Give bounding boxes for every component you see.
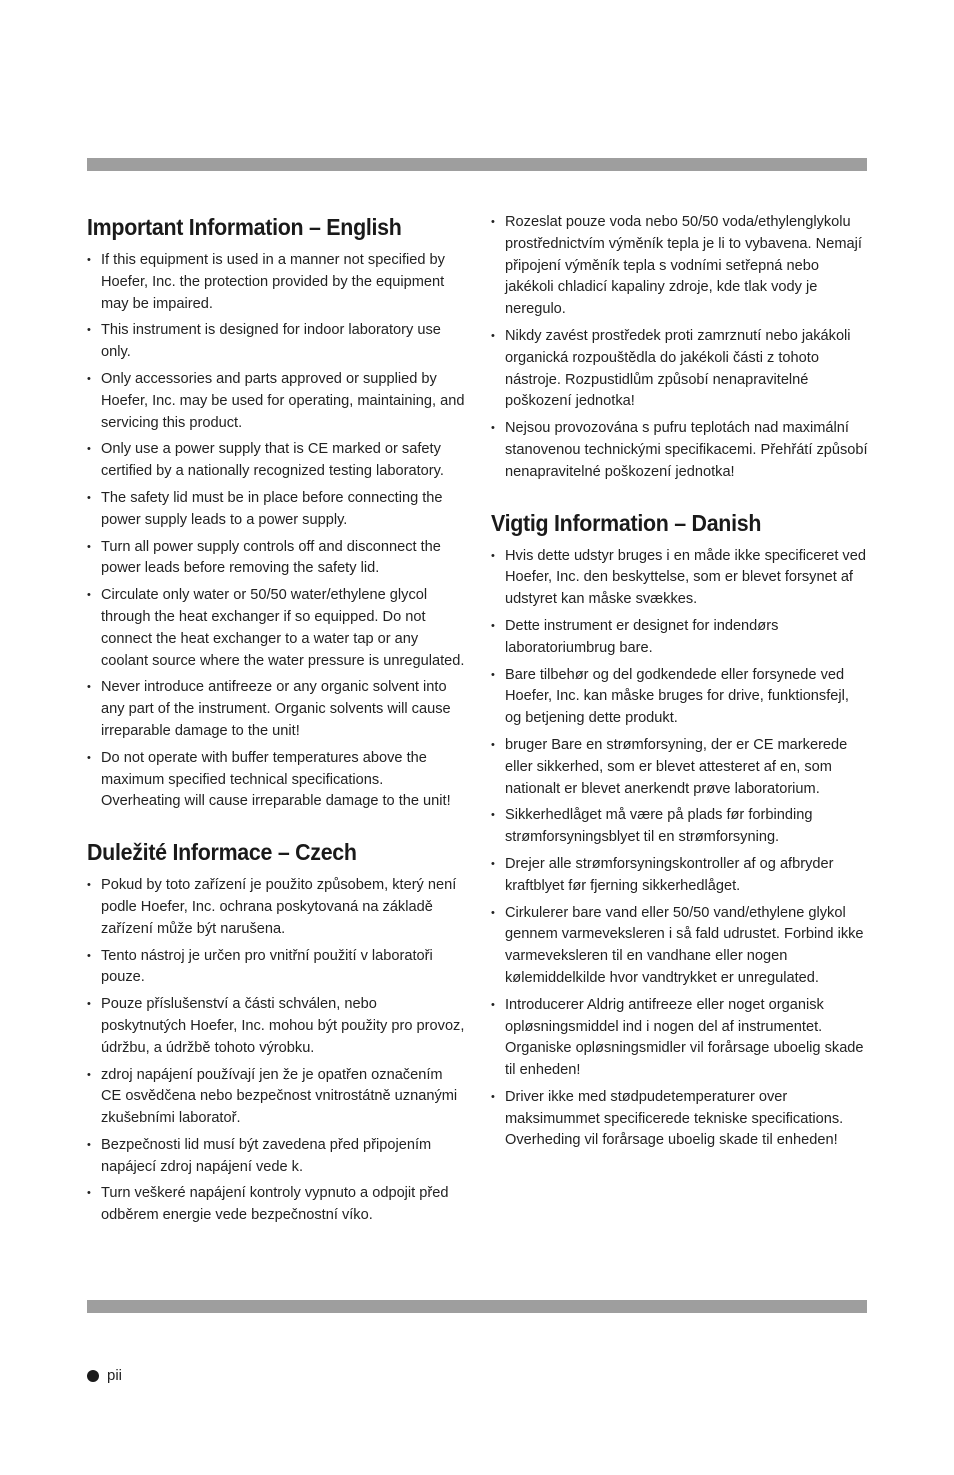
list-item: • Hvis dette udstyr bruges i en måde ikke specificeret ved Hoefer, Inc. den beskyttelse, som er blevet forsynet af udstyret kan måske svækkes.: [491, 546, 869, 611]
list-item: • If this equipment is used in a manner not specified by Hoefer, Inc. the protection provided by the equipment may be impaired.: [87, 250, 465, 315]
list-item: • The safety lid must be in place before connecting the power supply leads to a power supply.: [87, 488, 465, 532]
heading-danish: Vigtig Information – Danish: [491, 509, 762, 536]
list-item: • Only use a power supply that is CE marked or safety certified by a nationally recognized testing laboratory.: [87, 439, 465, 483]
list-item: • Nikdy zavést prostředek proti zamrznutí nebo jakákoli organická rozpouštědla do jakékoli části z tohoto nástroje. Rozpustidlům způsobí nenapravitelné poškození jednotka!: [491, 326, 869, 413]
section-czech-continued: [491, 212, 869, 484]
bottom-divider-bar: [87, 1300, 867, 1313]
section-danish: [491, 506, 869, 1153]
list-czech: [87, 875, 465, 1227]
section-czech: [87, 835, 465, 1227]
page-number: pii: [107, 1367, 123, 1384]
list-item: • bruger Bare en strømforsyning, der er CE markerede eller sikkerhed, som er blevet attesteret af en, som nationalt er blevet anerkendt prøve laboratorium.: [491, 735, 869, 800]
list-item: • Never introduce antifreeze or any organic solvent into any part of the instrument. Organic solvents will cause irreparable damage to the unit!: [87, 677, 465, 742]
list-item: • Do not operate with buffer temperatures above the maximum specified technical specifications. Overheating will cause irreparable damage to the unit!: [87, 748, 465, 813]
list-item: • zdroj napájení používají jen že je opatřen označením CE osvědčena nebo bezpečnost vnitrostátně uznanými zkušebními laboratoř.: [87, 1065, 465, 1130]
list-item: • Dette instrument er designet for indendørs laboratoriumbrug bare.: [491, 616, 869, 660]
section-english: [87, 210, 465, 813]
list-czech-continued: [491, 212, 869, 484]
list-item: • Introducerer Aldrig antifreeze eller noget organisk opløsningsmiddel ind i nogen del af instrumentet. Organiske opløsningsmidler vil forårsage uboelig skade til enheden!: [491, 995, 869, 1082]
list-item: • Sikkerhedlåget må være på plads før forbinding strømforsyningsblyet til en strømforsyning.: [491, 805, 869, 849]
list-item: • Pokud by toto zařízení je použito způsobem, který není podle Hoefer, Inc. ochrana poskytovaná na základě zařízení může být narušena.: [87, 875, 465, 940]
list-item: • Tento nástroj je určen pro vnitřní použití v laboratoři pouze.: [87, 946, 465, 990]
heading-english: Important Information – English: [87, 214, 402, 240]
page-footer: [87, 1367, 122, 1384]
list-item: • Driver ikke med stødpudetemperaturer over maksimummet specificerede tekniske specifications. Overheding vil forårsage uboelig skade til enheden!: [491, 1087, 869, 1152]
list-item: • Nejsou provozována s pufru teplotách nad maximální stanovenou technickými specifikacemi. Přehřátí způsobí nenapravitelné poškození jednotka!: [491, 418, 869, 483]
top-divider-bar: [87, 158, 867, 171]
list-english: [87, 250, 465, 813]
right-column: [491, 212, 869, 1174]
list-item: • Bezpečnosti lid musí být zavedena před připojením napájecí zdroj napájení vede k.: [87, 1135, 465, 1179]
list-item: • This instrument is designed for indoor laboratory use only.: [87, 320, 465, 364]
list-danish: [491, 546, 869, 1153]
list-item: • Turn veškeré napájení kontroly vypnuto a odpojit před odběrem energie vede bezpečnostní víko.: [87, 1183, 465, 1227]
list-item: • Only accessories and parts approved or supplied by Hoefer, Inc. may be used for operating, maintaining, and servicing this product.: [87, 369, 465, 434]
list-item: • Bare tilbehør og del godkendede eller forsynede ved Hoefer, Inc. kan måske bruges for drive, funktionsfejl, og betjening dette produkt.: [491, 665, 869, 730]
list-item: • Rozeslat pouze voda nebo 50/50 voda/ethylenglykolu prostřednictvím výměník tepla je li to vybavena. Nemají připojení výměník tepla s vodními setřepná nebo jakékoli chladicí kapaliny zdroje, kde tlak vody je neregulo.: [491, 212, 869, 321]
list-item: • Cirkulerer bare vand eller 50/50 vand/ethylene glykol gennem varmeveksleren i så fald udrustet. Forbind ikke varmeveksleren til en vandhane eller nogen kølemiddelkilde hvor vandtrykket er unregulated.: [491, 903, 869, 990]
left-column: [87, 210, 465, 1249]
bullet-dot-icon: [87, 1370, 99, 1382]
list-item: • Pouze příslušenství a části schválen, nebo poskytnutých Hoefer, Inc. mohou být použity pro provoz, údržbu, a údržbě tohoto výrobku.: [87, 994, 465, 1059]
list-item: • Circulate only water or 50/50 water/ethylene glycol through the heat exchanger if so equipped. Do not connect the heat exchanger to a water tap or any coolant source where the water pressure is unregulated.: [87, 585, 465, 672]
list-item: • Turn all power supply controls off and disconnect the power leads before removing the safety lid.: [87, 537, 465, 581]
heading-czech: Duležité Informace – Czech: [87, 839, 357, 866]
list-item: • Drejer alle strømforsyningskontroller af og afbryder kraftblyet før fjerning sikkerhedlåget.: [491, 854, 869, 898]
